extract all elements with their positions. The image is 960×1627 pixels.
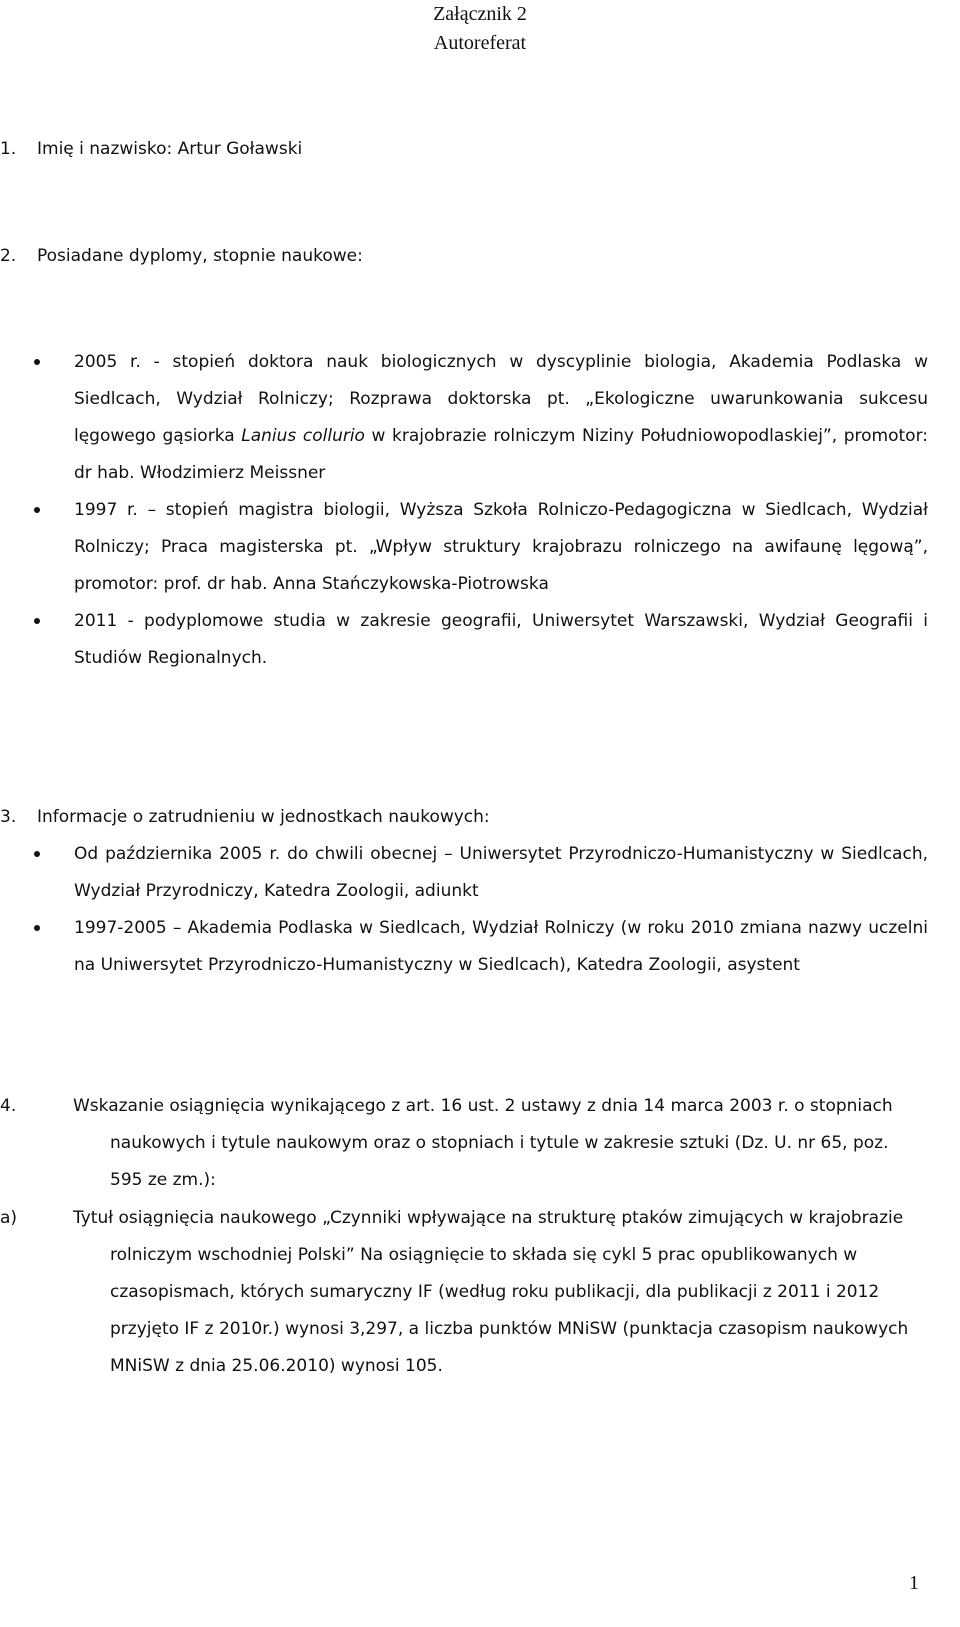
employment-current-text: Od października 2005 r. do chwili obecnej – Uniwersytet Przyrodniczo-Humanistyczny w Siedlcach, Wydział Przyrodniczy, Katedra Zoologii, adiunkt: [74, 844, 928, 901]
achievement-item-a: [0, 1200, 922, 1385]
section-2-title: Posiadane dyplomy, stopnie naukowe:: [37, 246, 363, 266]
degree-2005-text-end: w krajobrazie rolniczym Niziny Południowopodlaskiej”, promotor: dr hab. Włodzimierz Meissner: [74, 426, 928, 483]
employment-list: [0, 836, 928, 984]
bullet-icon: [34, 359, 40, 365]
section-1: [0, 137, 302, 161]
degree-2011-text: 2011 - podyplomowe studia w zakresie geografii, Uniwersytet Warszawski, Wydział Geografii i Studiów Regionalnych.: [74, 611, 928, 668]
section-2-number: 2.: [0, 246, 17, 266]
section-4: [0, 1088, 922, 1199]
section-1-text: Imię i nazwisko: Artur Goławski: [37, 139, 303, 159]
bullet-icon: [34, 925, 40, 931]
species-name: Lanius collurio: [241, 426, 365, 446]
bullet-icon: [34, 507, 40, 513]
annex-label: Załącznik 2: [433, 3, 527, 25]
employment-1997-2005-text: 1997-2005 – Akademia Podlaska w Siedlcach, Wydział Rolniczy (w roku 2010 zmiana nazwy uczelni na Uniwersytet Przyrodniczo-Humanistyczny w Siedlcach), Katedra Zoologii, asystent: [74, 918, 928, 975]
section-4-text: Wskazanie osiągnięcia wynikającego z art. 16 ust. 2 ustawy z dnia 14 marca 2003 r. o stopniach naukowych i tytule naukowym oraz o stopniach i tytule w zakresie sztuki (Dz. U. nr 65, poz. 595 ze zm.):: [73, 1096, 893, 1190]
item-a-label: a): [0, 1208, 18, 1228]
employment-item-current: [0, 836, 928, 910]
employment-item-1997-2005: [0, 910, 928, 984]
bullet-icon: [34, 851, 40, 857]
page-number: 1: [909, 1572, 919, 1594]
section-3-heading: [0, 805, 490, 829]
degree-item-2005: [0, 344, 928, 492]
degree-item-1997: [0, 492, 928, 603]
bullet-icon: [34, 618, 40, 624]
section-1-number: 1.: [0, 139, 17, 159]
degree-item-2011: [0, 603, 928, 677]
section-2-heading: [0, 244, 363, 268]
degrees-list: [0, 344, 928, 677]
degree-2005-text-start: 2005 r. - stopień doktora nauk biologicznych w dyscyplinie biologia, Akademia Podlaska w Siedlcach, Wydział Rolniczy; Rozprawa doktorska pt. „Ekologiczne uwarunkowania sukcesu lęgowego gąsiorka: [74, 352, 928, 446]
section-3-title: Informacje o zatrudnieniu w jednostkach naukowych:: [37, 807, 490, 827]
document-header: [0, 0, 960, 58]
section-3-number: 3.: [0, 807, 17, 827]
section-4-number: 4.: [0, 1096, 17, 1116]
document-title: Autoreferat: [433, 32, 527, 54]
degree-1997-text: 1997 r. – stopień magistra biologii, Wyższa Szkoła Rolniczo-Pedagogiczna w Siedlcach, Wydział Rolniczy; Praca magisterska pt. „Wpływ struktury krajobrazu rolniczego na awifaunę lęgową”, promotor: prof. dr hab. Anna Stańczykowska-Piotrowska: [74, 500, 928, 594]
item-a-text: Tytuł osiągnięcia naukowego „Czynniki wpływające na strukturę ptaków zimujących w krajobrazie rolniczym wschodniej Polski” Na osiągnięcie to składa się cykl 5 prac opublikowanych w czasopismach, których sumaryczny IF (według roku publikacji, dla publikacji z 2011 i 2012 przyjęto IF z 2010r.) wynosi 3,297, a liczba punktów MNiSW (punktacja czasopism naukowych MNiSW z dnia 25.06.2010) wynosi 105.: [73, 1208, 909, 1376]
